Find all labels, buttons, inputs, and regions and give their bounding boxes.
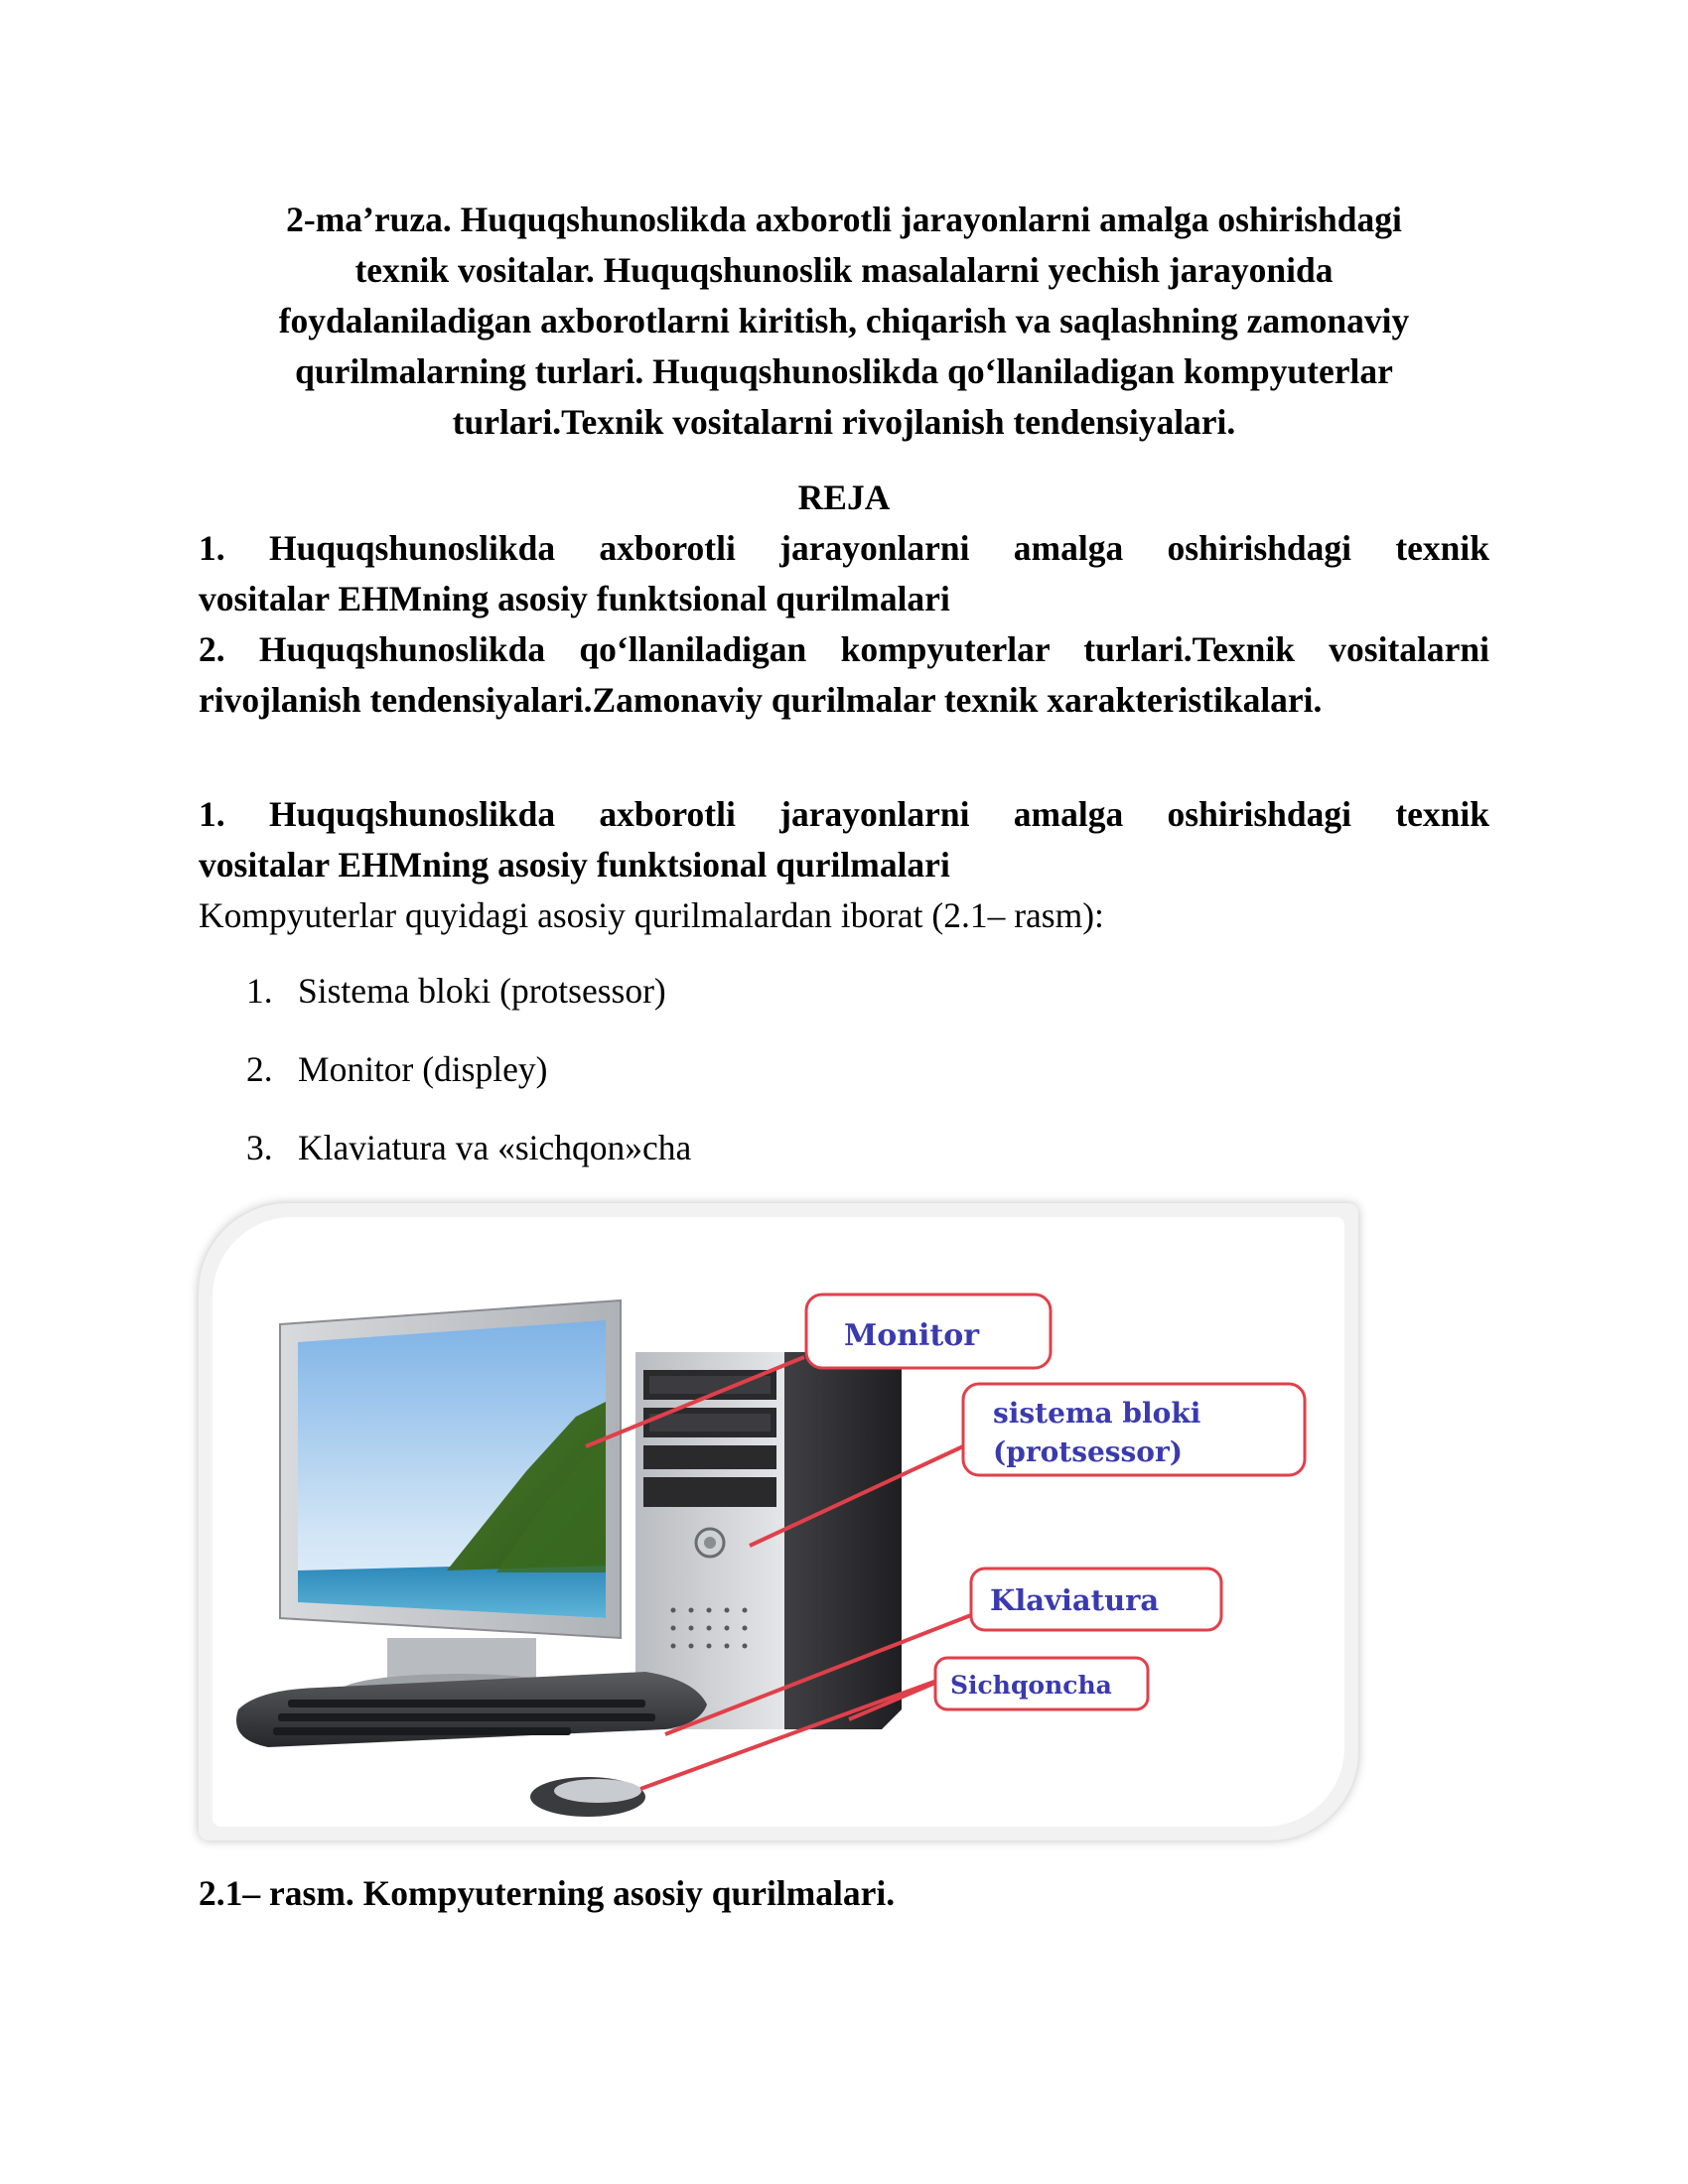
title-line: texnik vositalar. Huquqshunoslik masalalarni yechish jarayonida (354, 250, 1334, 290)
callout-label: sistema bloki (993, 1397, 1201, 1430)
plan-item-1-line: vositalar EHMning asosiy funktsional qurilmalari (199, 579, 950, 618)
lecture-title (199, 195, 1489, 448)
callout-system-unit (963, 1384, 1305, 1475)
section-heading-line: vositalar EHMning asosiy funktsional qurilmalari (199, 845, 950, 885)
keyboard (236, 1672, 707, 1747)
list-number: 1. (246, 971, 273, 1011)
list-text: Klaviatura va «sichqon»cha (298, 1128, 692, 1167)
list-item (246, 1123, 691, 1201)
plan-item-2-line: rivojlanish tendensiyalari.Zamonaviy qurilmalar texnik xarakteristikalari. (199, 680, 1323, 720)
intro-paragraph: Kompyuterlar quyidagi asosiy qurilmalardan iborat (2.1– rasm): (199, 895, 1104, 935)
list-text: Monitor (displey) (298, 1049, 548, 1089)
mouse (530, 1777, 645, 1817)
computer-illustration (199, 1203, 1358, 1841)
title-line: foydalaniladigan axborotlarni kiritish, chiqarish va saqlashning zamonaviy (278, 301, 1410, 341)
callout-monitor (806, 1295, 1051, 1368)
list-item (246, 966, 691, 1044)
title-line: qurilmalarning turlari. Huquqshunoslikda qo‘llaniladigan kompyuterlar (295, 351, 1393, 391)
list-text: Sistema bloki (protsessor) (298, 971, 666, 1011)
plan-item-2-line: 2. Huquqshunoslikda qo‘llaniladigan kompyuterlar turlari.Texnik vositalarni (199, 629, 1489, 669)
callout-keyboard (971, 1569, 1221, 1630)
callout-label: (protsessor) (993, 1435, 1183, 1468)
callout-mouse (935, 1658, 1148, 1709)
computer-figure (199, 1203, 1358, 1841)
plan-heading: REJA (797, 478, 891, 517)
callout-label: Klaviatura (990, 1583, 1160, 1617)
callout-label: Monitor (844, 1318, 980, 1353)
list-item (246, 1044, 691, 1123)
figure-caption: 2.1– rasm. Kompyuterning asosiy qurilmalari. (199, 1873, 896, 1913)
title-line: turlari.Texnik vositalarni rivojlanish tendensiyalari. (452, 402, 1236, 442)
list-number: 2. (246, 1049, 273, 1089)
monitor (280, 1300, 621, 1709)
callout-label: Sichqoncha (950, 1671, 1112, 1700)
device-list (246, 966, 691, 1201)
plan-item-1-line: 1. Huquqshunoslikda axborotli jarayonlarni amalga oshirishdagi texnik (199, 528, 1489, 568)
section-heading-line: 1. Huquqshunoslikda axborotli jarayonlarni amalga oshirishdagi texnik (199, 794, 1489, 834)
list-number: 3. (246, 1128, 273, 1167)
title-line: 2-ma’ruza. Huquqshunoslikda axborotli jarayonlarni amalga oshirishdagi (286, 200, 1402, 239)
